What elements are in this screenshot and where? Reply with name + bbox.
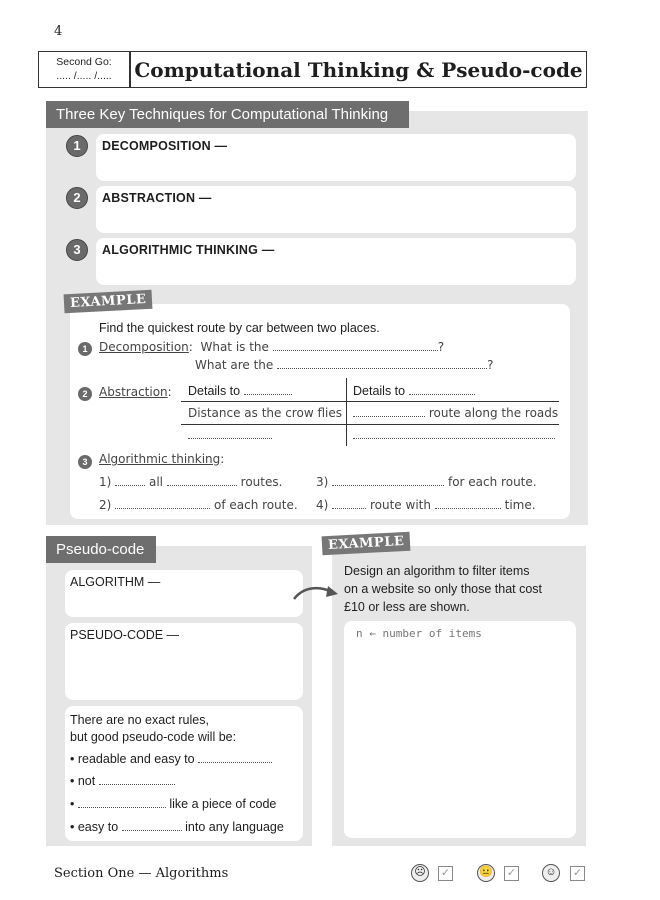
blank <box>115 475 145 486</box>
step-1-end: routes. <box>240 475 283 489</box>
blank <box>122 820 182 831</box>
decomposition-row-1: Decomposition: What is the ? <box>99 340 445 354</box>
step-4-end: time. <box>504 498 536 512</box>
step-3-num: 3) <box>316 475 329 489</box>
tick-box-3[interactable]: ✓ <box>570 866 585 881</box>
example2-line-2: on a website so only those that cost <box>344 582 543 596</box>
step-3-icon: 3 <box>78 455 92 469</box>
footer-section: Section One — Algorithms <box>54 866 229 881</box>
blank <box>198 752 272 763</box>
bullet-1 <box>70 752 272 766</box>
step-2-num: 2) <box>99 498 112 512</box>
roads-cell <box>353 406 558 420</box>
algorithmic-thinking-label: ALGORITHMIC THINKING — <box>102 243 275 257</box>
abstraction-table-hline-1 <box>181 401 559 402</box>
second-go-box <box>38 51 130 88</box>
step-3-end: for each route. <box>447 475 537 489</box>
blank <box>435 498 501 509</box>
blank <box>409 384 475 395</box>
algorithmic-row-label: Algorithmic thinking: <box>99 452 225 466</box>
decomposition-link-label: Decomposition <box>99 340 189 354</box>
step-1-line <box>99 475 282 489</box>
rules-line-2: but good pseudo-code will be: <box>70 730 237 744</box>
step-3-line <box>316 475 537 489</box>
step-4-mid: route with <box>369 498 431 512</box>
tick-box-2[interactable]: ✓ <box>504 866 519 881</box>
tick-box-1[interactable]: ✓ <box>438 866 453 881</box>
blank <box>332 475 444 486</box>
example2-line-3: £10 or less are shown. <box>344 600 470 614</box>
abstraction-table-vline <box>346 378 347 446</box>
details-to-label: Details to <box>188 384 241 398</box>
bullet-3-text: like a piece of code <box>169 797 277 811</box>
example-badge-2: EXAMPLE <box>322 532 411 556</box>
bullet-1-text: • readable and easy to <box>70 752 195 766</box>
rules-line-1: There are no exact rules, <box>70 713 209 727</box>
second-go-label: Second Go: <box>56 56 112 68</box>
page-title: Computational Thinking & Pseudo-code <box>130 51 587 88</box>
algorithmic-link-label: Algorithmic thinking <box>99 452 221 466</box>
roads-text: route along the roads <box>428 406 559 420</box>
curved-arrow-icon <box>292 582 342 604</box>
blank <box>244 384 292 395</box>
pseudocode-label: PSEUDO-CODE — <box>70 628 180 642</box>
abstraction-label: ABSTRACTION — <box>102 191 212 205</box>
decomposition-row-2 <box>195 358 493 372</box>
second-go-date: ..... /..... /..... <box>56 70 112 82</box>
decomp-question-1: What is the <box>200 340 269 354</box>
blank-left-row3 <box>188 428 272 439</box>
abstraction-table-hline-2 <box>181 424 559 425</box>
blank <box>99 774 175 785</box>
step-1-icon: 1 <box>78 342 92 356</box>
blank-right-row3 <box>353 428 555 439</box>
code-box <box>344 621 576 838</box>
crow-flies-cell: Distance as the crow flies <box>188 406 342 420</box>
question-mark: ? <box>487 358 494 372</box>
blank <box>277 358 487 369</box>
details-to-right <box>353 384 475 398</box>
bullet-4-text-a: • easy to <box>70 820 119 834</box>
abstraction-row-label: Abstraction: <box>99 385 172 399</box>
question-mark: ? <box>437 340 445 354</box>
blank <box>332 498 366 509</box>
blank <box>167 475 237 486</box>
blank <box>273 340 438 351</box>
decomp-question-2: What are the <box>195 358 274 372</box>
step-1-num: 1) <box>99 475 112 489</box>
happy-face-icon: ☺ <box>542 864 560 882</box>
number-2-icon: 2 <box>66 187 88 209</box>
details-to-label: Details to <box>353 384 406 398</box>
techniques-tab: Three Key Techniques for Computational Thinking <box>46 101 409 128</box>
number-1-icon: 1 <box>66 135 88 157</box>
bullet-3-dot: • <box>70 797 75 811</box>
blank <box>115 498 210 509</box>
example-intro: Find the quickest route by car between two places. <box>99 321 380 335</box>
step-2-icon: 2 <box>78 387 92 401</box>
example2-line-1: Design an algorithm to filter items <box>344 564 530 578</box>
bullet-4 <box>70 820 284 834</box>
step-1-all: all <box>148 475 164 489</box>
step-2-end: of each route. <box>213 498 298 512</box>
example-badge: EXAMPLE <box>64 290 153 314</box>
bullet-3 <box>70 797 276 811</box>
code-line-1: n ← number of items <box>356 627 482 640</box>
blank <box>78 797 166 808</box>
page-number: 4 <box>54 24 63 39</box>
step-4-num: 4) <box>316 498 329 512</box>
pseudo-code-tab: Pseudo-code <box>46 536 156 563</box>
step-4-line <box>316 498 536 512</box>
algorithm-label: ALGORITHM — <box>70 575 161 589</box>
bullet-4-text-b: into any language <box>185 820 284 834</box>
neutral-face-icon: 😐 <box>477 864 495 882</box>
bullet-2 <box>70 774 175 788</box>
blank <box>353 406 425 417</box>
decomposition-label: DECOMPOSITION — <box>102 139 228 153</box>
sad-face-icon: ☹ <box>411 864 429 882</box>
bullet-2-text: • not <box>70 774 96 788</box>
abstraction-link-label: Abstraction <box>99 385 168 399</box>
number-3-icon: 3 <box>66 239 88 261</box>
details-to-left <box>188 384 292 398</box>
step-2-line <box>99 498 298 512</box>
